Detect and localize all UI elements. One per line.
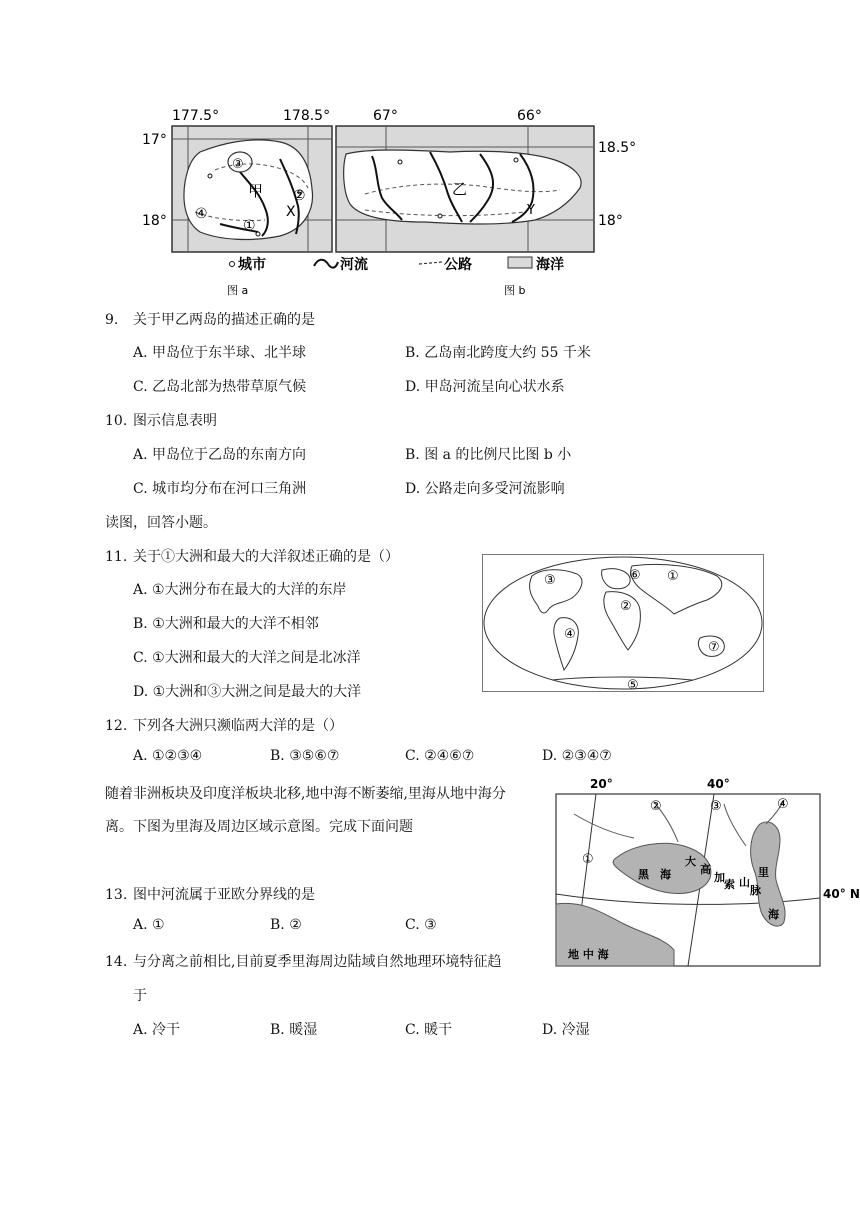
caspian-map-svg xyxy=(554,774,860,970)
continent-marker-4: ④ xyxy=(564,627,576,642)
question-text: 图中河流属于亚欧分界线的是 xyxy=(133,887,315,903)
river-marker-3: ③ xyxy=(710,799,722,814)
question-14-cont: 于 xyxy=(133,988,147,1004)
question-number: 11. xyxy=(105,549,128,565)
river-marker-1: ① xyxy=(582,852,594,867)
river-marker-2: ② xyxy=(650,799,662,814)
passage-line-2: 离。下图为里海及周边区域示意图。完成下面问题 xyxy=(105,819,413,835)
option-13b[interactable]: B. ② xyxy=(270,917,302,933)
legend-city-icon xyxy=(230,262,235,267)
mediterranean-label: 地 中 海 xyxy=(568,948,609,961)
continent-marker-6: ⑥ xyxy=(629,568,641,583)
point-x-label: X xyxy=(286,204,296,220)
option-12a[interactable]: A. ①②③④ xyxy=(133,748,203,764)
caucasus-char-4: 索 xyxy=(724,878,735,891)
question-text: 图示信息表明 xyxy=(133,413,217,429)
lon-label-20: 20° xyxy=(590,777,613,791)
option-10c[interactable]: C. 城市均分布在河口三角洲 xyxy=(133,481,307,497)
map-b xyxy=(336,108,636,252)
question-number: 9. xyxy=(105,312,119,328)
question-13 xyxy=(105,884,315,904)
option-14b[interactable]: B. 暖湿 xyxy=(270,1022,318,1038)
option-9a[interactable]: A. 甲岛位于东半球、北半球 xyxy=(133,345,307,361)
option-11a[interactable]: A. ①大洲分布在最大的大洋的东岸 xyxy=(133,582,347,598)
caucasus-char-1: 大 xyxy=(685,855,696,868)
lat-label-40n: 40° N xyxy=(823,887,860,901)
lon-label-40: 40° xyxy=(707,777,730,791)
legend-river-icon xyxy=(314,260,338,268)
caucasus-char-5: 山 xyxy=(739,876,750,889)
caucasus-char-2: 高 xyxy=(700,863,711,876)
map-a xyxy=(142,108,332,252)
lon-label-178: 178.5° xyxy=(283,108,331,124)
island-jia-label: 甲 xyxy=(248,182,264,200)
city-dot xyxy=(438,214,442,218)
option-12b[interactable]: B. ③⑤⑥⑦ xyxy=(270,748,340,764)
question-11 xyxy=(105,546,399,566)
caption-map-b: 图 b xyxy=(504,284,526,297)
question-9 xyxy=(105,309,315,329)
island-maps-figure xyxy=(140,104,640,299)
instruction-text: 读图，回答小题。 xyxy=(105,515,217,531)
city-dot xyxy=(256,232,260,236)
question-text: 与分离之前相比,目前夏季里海周边陆域自然地理环境特征趋 xyxy=(133,954,502,970)
lat-label-18b: 18° xyxy=(598,213,623,229)
option-14c[interactable]: C. 暖干 xyxy=(405,1022,453,1038)
marker-1: ① xyxy=(243,218,256,234)
question-number: 10. xyxy=(105,413,128,429)
legend-river-label: 河流 xyxy=(340,257,368,273)
option-11d[interactable]: D. ①大洲和③大洲之间是最大的大洋 xyxy=(133,684,362,700)
lon-label-66: 66° xyxy=(517,108,542,124)
question-10 xyxy=(105,410,217,430)
river-marker-4: ④ xyxy=(777,797,789,812)
caucasus-char-3: 加 xyxy=(714,871,725,884)
city-dot xyxy=(208,174,212,178)
black-sea-char-1: 黑 xyxy=(638,868,649,881)
legend-sea-icon xyxy=(508,257,532,268)
question-14 xyxy=(105,951,501,971)
world-map-frame xyxy=(483,555,764,692)
map-legend xyxy=(230,256,565,273)
continent-marker-2: ② xyxy=(620,599,632,614)
caucasus-char-6: 脉 xyxy=(750,884,761,897)
option-14a[interactable]: A. 冷干 xyxy=(133,1022,181,1038)
option-13a[interactable]: A. ① xyxy=(133,917,165,933)
option-10b[interactable]: B. 图 a 的比例尺比图 b 小 xyxy=(405,447,572,463)
caption-map-a: 图 a xyxy=(227,284,249,297)
option-14d[interactable]: D. 冷湿 xyxy=(542,1022,590,1038)
continent-marker-7: ⑦ xyxy=(708,640,720,655)
marker-3: ③ xyxy=(232,157,244,172)
island-yi-label: 乙 xyxy=(452,180,468,198)
continent-marker-1: ① xyxy=(667,569,679,584)
option-12c[interactable]: C. ②④⑥⑦ xyxy=(405,748,475,764)
option-9d[interactable]: D. 甲岛河流呈向心状水系 xyxy=(405,379,565,395)
question-number: 13. xyxy=(105,887,128,903)
black-sea-char-2: 海 xyxy=(660,868,671,881)
marker-4: ④ xyxy=(195,206,208,222)
option-9c[interactable]: C. 乙岛北部为热带草原气候 xyxy=(133,379,307,395)
question-text: 关于①大洲和最大的大洋叙述正确的是（） xyxy=(133,549,399,565)
world-map-svg xyxy=(482,554,764,692)
world-map-figure xyxy=(482,554,764,692)
lat-label-18-5: 18.5° xyxy=(598,140,637,156)
lon-label-67: 67° xyxy=(373,108,398,124)
legend-sea-label: 海洋 xyxy=(536,257,564,273)
caspian-char-1: 里 xyxy=(758,866,769,879)
continent-marker-5: ⑤ xyxy=(627,678,639,692)
question-text: 下列各大洲只濒临两大洋的是（） xyxy=(133,718,343,734)
option-10d[interactable]: D. 公路走向多受河流影响 xyxy=(405,481,565,497)
caspian-char-2: 海 xyxy=(768,908,779,921)
option-11b[interactable]: B. ①大洲和最大的大洋不相邻 xyxy=(133,616,319,632)
question-12 xyxy=(105,715,343,735)
option-10a[interactable]: A. 甲岛位于乙岛的东南方向 xyxy=(133,447,307,463)
legend-city-label: 城市 xyxy=(238,257,266,273)
point-y-label: Y xyxy=(527,203,535,218)
passage-line-1: 随着非洲板块及印度洋板块北移,地中海不断萎缩,里海从地中海分 xyxy=(105,786,506,802)
continent-marker-3: ③ xyxy=(544,573,556,588)
question-number: 14. xyxy=(105,954,128,970)
option-11c[interactable]: C. ①大洲和最大的大洋之间是北冰洋 xyxy=(133,650,361,666)
legend-road-icon xyxy=(419,262,442,264)
question-number: 12. xyxy=(105,718,128,734)
legend-road-label: 公路 xyxy=(444,257,472,273)
island-maps-svg xyxy=(140,104,640,299)
option-9b[interactable]: B. 乙岛南北跨度大约 55 千米 xyxy=(405,345,591,361)
option-13c[interactable]: C. ③ xyxy=(405,917,437,933)
caspian-map-figure xyxy=(554,774,860,970)
option-12d[interactable]: D. ②③④⑦ xyxy=(542,748,612,764)
question-text: 关于甲乙两岛的描述正确的是 xyxy=(133,312,315,328)
city-dot xyxy=(398,160,402,164)
city-dot xyxy=(514,158,518,162)
lat-label-17: 17° xyxy=(142,132,167,148)
lon-label-177: 177.5° xyxy=(172,108,220,124)
marker-2: ② xyxy=(293,188,306,204)
lat-label-18: 18° xyxy=(142,213,167,229)
